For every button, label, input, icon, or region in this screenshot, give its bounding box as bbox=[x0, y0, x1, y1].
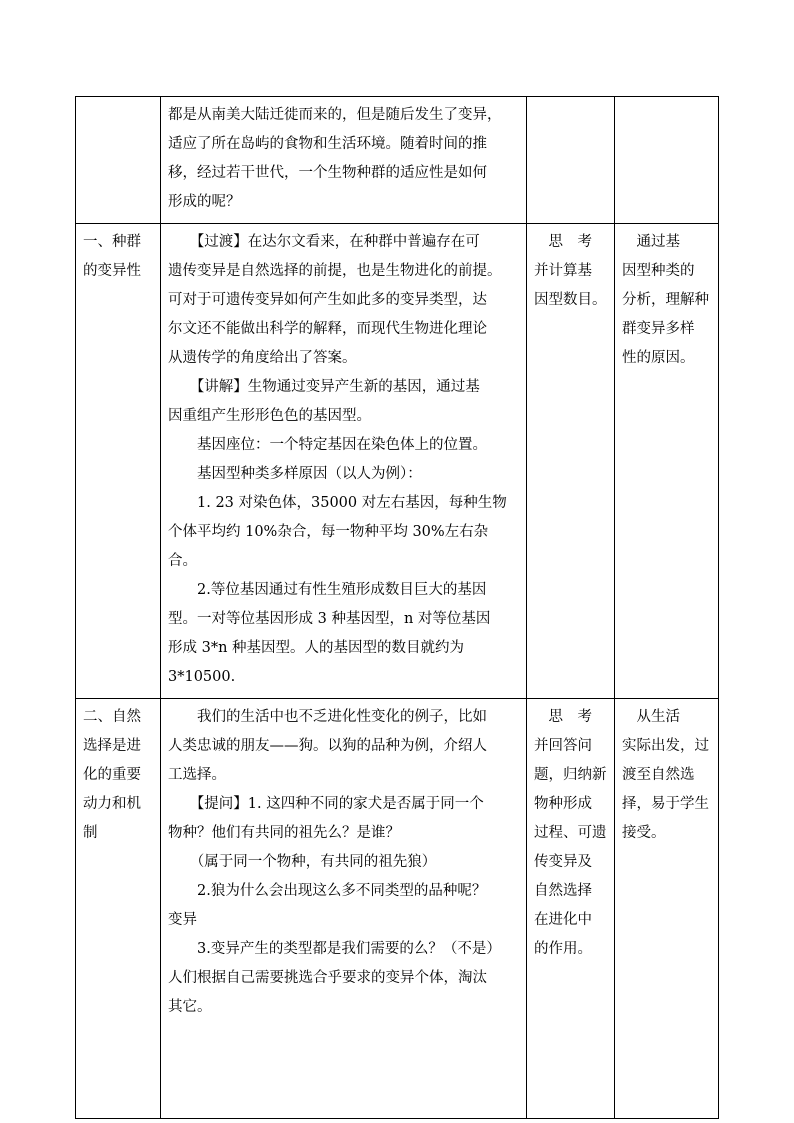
text-line: 形成 3*n 种基因型。人的基因型的数目就约为 bbox=[168, 640, 465, 656]
text-line: 工选择。 bbox=[168, 767, 226, 783]
text-line: 分析，理解种 bbox=[622, 292, 709, 308]
text-line: 变异 bbox=[168, 912, 197, 928]
section-cell bbox=[76, 97, 161, 224]
text-line: 物种？他们有共同的祖先么？是谁？ bbox=[168, 825, 400, 841]
text-line: 因型数目。 bbox=[534, 292, 607, 308]
text-line: 在进化中 bbox=[534, 912, 592, 928]
section-title-line: 选择是进 bbox=[83, 738, 141, 754]
text-line: 适应了所在岛屿的食物和生活环境。随着时间的推 bbox=[168, 136, 487, 152]
text-line: 基因座位：一个特定基因在染色体上的位置。 bbox=[168, 437, 487, 453]
lesson-plan-table bbox=[75, 96, 719, 1119]
table-row bbox=[76, 699, 719, 1119]
text-line: 个体平均约 10%杂合，每一物种平均 30%左右杂 bbox=[168, 524, 489, 540]
text-line: 题，归纳新 bbox=[534, 767, 607, 783]
text-line: 型。一对等位基因形成 3 种基因型，n 对等位基因 bbox=[168, 611, 491, 627]
content-cell bbox=[161, 224, 527, 699]
text-line: 通过基 bbox=[622, 234, 680, 250]
text-line: 3.变异产生的类型都是我们需要的么？（不是） bbox=[168, 941, 501, 957]
student-activity-cell bbox=[527, 699, 615, 1119]
content-cell bbox=[161, 699, 527, 1119]
design-intent-cell bbox=[615, 224, 719, 699]
student-activity-cell bbox=[527, 224, 615, 699]
text-line: 形成的呢？ bbox=[168, 194, 241, 210]
text-line: 并计算基 bbox=[534, 263, 592, 279]
section-cell bbox=[76, 224, 161, 699]
section-title-line: 化的重要 bbox=[83, 767, 141, 783]
text-line: 因重组产生形形色色的基因型。 bbox=[168, 408, 371, 424]
text-line: 基因型种类多样原因（以人为例）： bbox=[168, 466, 422, 482]
text-line: 合。 bbox=[168, 553, 197, 569]
text-line: 从遗传学的角度给出了答案。 bbox=[168, 350, 357, 366]
text-line: 【讲解】生物通过变异产生新的基因，通过基 bbox=[168, 379, 480, 395]
text-line: 物种形成 bbox=[534, 796, 592, 812]
text-line: 并回答问 bbox=[534, 738, 592, 754]
text-line: 3*10500. bbox=[168, 669, 236, 685]
text-line: 接受。 bbox=[622, 825, 666, 841]
text-line: 我们的生活中也不乏进化性变化的例子，比如 bbox=[168, 709, 487, 725]
section-title-line: 一、种群 bbox=[83, 234, 141, 250]
section-title-line: 的变异性 bbox=[83, 263, 141, 279]
table-row bbox=[76, 224, 719, 699]
text-line: 择，易于学生 bbox=[622, 796, 709, 812]
section-title-line: 二、自然 bbox=[83, 709, 141, 725]
text-line: 自然选择 bbox=[534, 883, 592, 899]
table-row bbox=[76, 97, 719, 224]
text-line: 性的原因。 bbox=[622, 350, 695, 366]
text-line: 传变异及 bbox=[534, 854, 592, 870]
section-cell bbox=[76, 699, 161, 1119]
text-line: 从生活 bbox=[622, 709, 680, 725]
design-intent-cell bbox=[615, 97, 719, 224]
text-line: 其它。 bbox=[168, 999, 212, 1015]
text-line: 过程、可遗 bbox=[534, 825, 607, 841]
text-line: 的作用。 bbox=[534, 941, 592, 957]
text-line: 可对于可遗传变异如何产生如此多的变异类型，达 bbox=[168, 292, 487, 308]
text-line: 人们根据自己需要挑选合乎要求的变异个体，淘汰 bbox=[168, 970, 487, 986]
text-line: 2.等位基因通过有性生殖形成数目巨大的基因 bbox=[168, 582, 487, 598]
design-intent-cell bbox=[615, 699, 719, 1119]
text-line: 实际出发，过 bbox=[622, 738, 709, 754]
text-line: 群变异多样 bbox=[622, 321, 695, 337]
student-activity-cell bbox=[527, 97, 615, 224]
text-line: （属于同一个物种，有共同的祖先狼） bbox=[168, 854, 437, 870]
content-cell bbox=[161, 97, 527, 224]
text-line: 思 考 bbox=[534, 709, 592, 725]
text-line: 2.狼为什么会出现这么多不同类型的品种呢？ bbox=[168, 883, 487, 899]
text-line: 1. 23 对染色体，35000 对左右基因，每种生物 bbox=[168, 495, 507, 511]
text-line: 移，经过若干世代，一个生物种群的适应性是如何 bbox=[168, 165, 487, 181]
section-title-line: 动力和机 bbox=[83, 796, 141, 812]
text-line: 都是从南美大陆迁徙而来的，但是随后发生了变异， bbox=[168, 107, 502, 123]
text-line: 尔文还不能做出科学的解释，而现代生物进化理论 bbox=[168, 321, 487, 337]
text-line: 渡至自然选 bbox=[622, 767, 695, 783]
text-line: 【过渡】在达尔文看来，在种群中普遍存在可 bbox=[168, 234, 480, 250]
text-line: 【提问】1. 这四种不同的家犬是否属于同一个 bbox=[168, 796, 484, 812]
text-line: 人类忠诚的朋友——狗。以狗的品种为例，介绍人 bbox=[168, 738, 487, 754]
text-line: 因型种类的 bbox=[622, 263, 695, 279]
text-line: 遗传变异是自然选择的前提，也是生物进化的前提。 bbox=[168, 263, 502, 279]
section-title-line: 制 bbox=[83, 825, 98, 841]
text-line: 思 考 bbox=[534, 234, 592, 250]
